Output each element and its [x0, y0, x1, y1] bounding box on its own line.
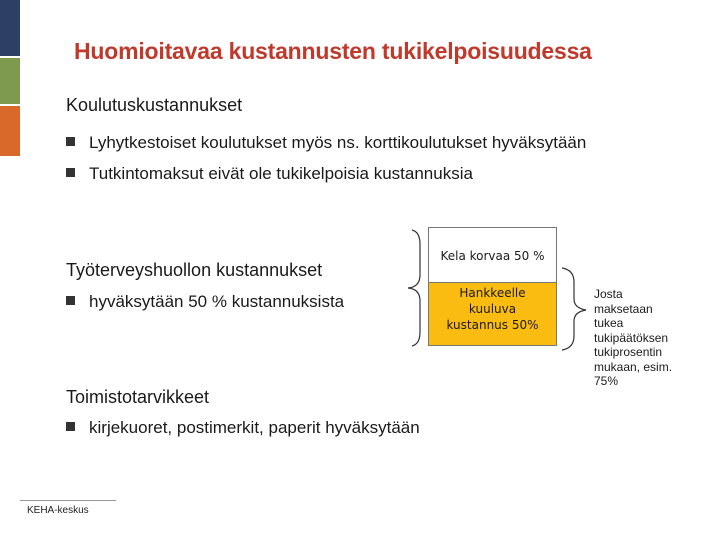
footer-divider [20, 500, 116, 501]
note-line: mukaan, esim. [594, 359, 673, 374]
bullet-text: hyväksytään 50 % kustannuksista [89, 292, 345, 311]
hanke-box [428, 282, 557, 346]
bullet-text: Lyhytkestoiset koulutukset myös ns. korttikoulutukset hyväksytään [89, 133, 587, 152]
left-brace [408, 230, 420, 346]
heading-koulutus: Koulutuskustannukset [66, 95, 243, 115]
slide-title: Huomioitavaa kustannusten tukikelpoisuudessa [74, 38, 592, 64]
heading-toimisto: Toimistotarvikkeet [66, 387, 210, 407]
footer-text: KEHA-keskus [27, 505, 89, 516]
note-line: tukea [594, 316, 624, 330]
heading-tyoterveys: Työterveyshuollon kustannukset [66, 260, 323, 280]
note-text [594, 287, 690, 389]
hanke-line: Hankkeelle [459, 286, 526, 300]
bullet-text: Tutkintomaksut eivät ole tukikelpoisia kustannuksia [89, 164, 473, 183]
note-line: 75% [594, 374, 619, 388]
note-line: Josta [594, 287, 623, 301]
kela-box: Kela korvaa 50 % [428, 227, 557, 283]
hanke-line: kuuluva [468, 302, 517, 316]
note-line: tukiprosentin [594, 345, 663, 359]
note-line: tukipäätöksen [594, 330, 669, 345]
bullet-text: kirjekuoret, postimerkit, paperit hyväksytään [89, 418, 420, 437]
right-brace [562, 268, 586, 350]
note-line: maksetaan [594, 301, 653, 316]
hanke-line: kustannus 50% [446, 318, 539, 332]
